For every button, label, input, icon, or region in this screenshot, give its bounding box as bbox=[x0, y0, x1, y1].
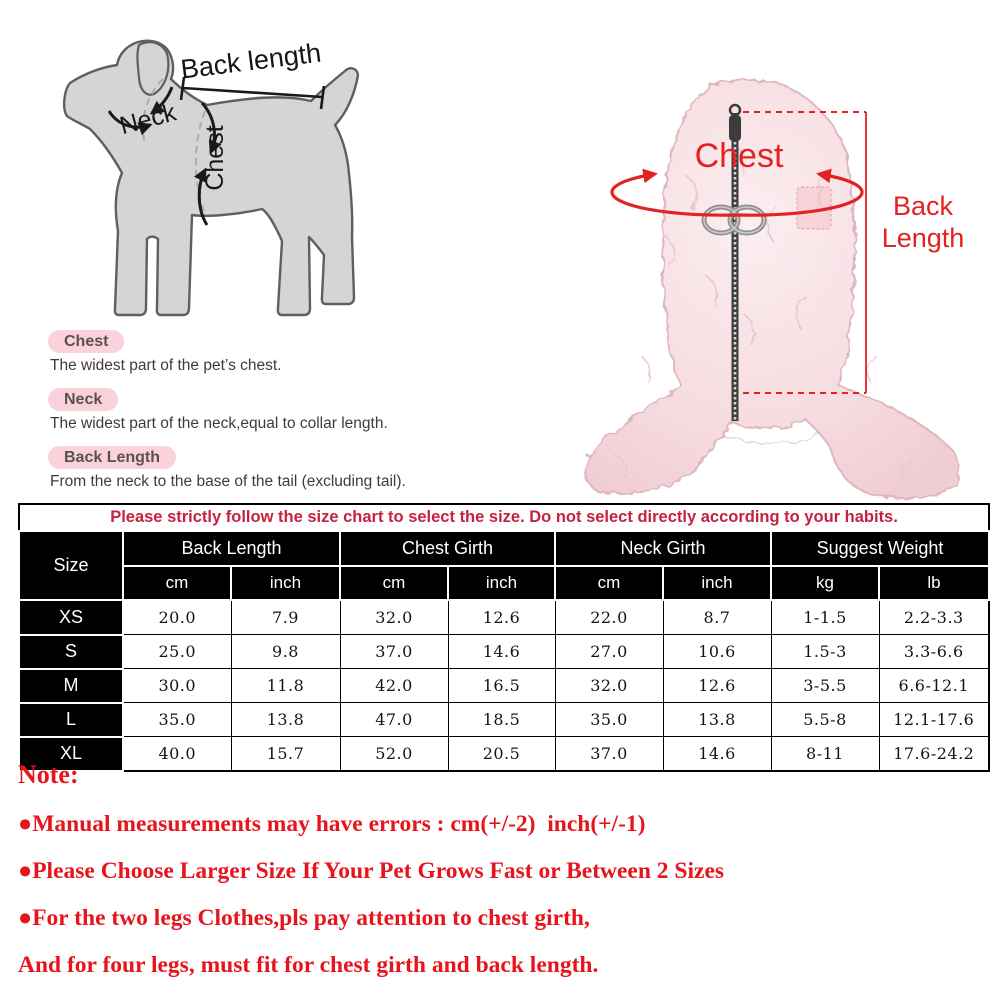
dog-chest-label: Chest bbox=[201, 125, 229, 191]
value-cell: 27.0 bbox=[555, 635, 663, 669]
value-cell: 52.0 bbox=[340, 737, 448, 772]
value-cell: 22.0 bbox=[555, 600, 663, 635]
value-cell: 47.0 bbox=[340, 703, 448, 737]
sub-header-cell: kg bbox=[771, 566, 879, 600]
definition-chest bbox=[48, 330, 548, 375]
measurement-definitions bbox=[48, 330, 548, 504]
value-cell: 12.6 bbox=[448, 600, 555, 635]
value-cell: 3.3-6.6 bbox=[879, 635, 989, 669]
size-chart-notice: Please strictly follow the size chart to select the size. Do not select directly according to your habits. bbox=[19, 504, 989, 531]
garment-back-length-label bbox=[882, 191, 965, 253]
value-cell: 1-1.5 bbox=[771, 600, 879, 635]
note-line: And for four legs, must fit for chest girth and back length. bbox=[18, 952, 599, 978]
definition-description: From the neck to the base of the tail (excluding tail). bbox=[50, 473, 406, 490]
column-group-suggest-weight: Suggest Weight bbox=[771, 531, 989, 566]
value-cell: 30.0 bbox=[123, 669, 231, 703]
size-chart-table bbox=[18, 503, 990, 772]
value-cell: 37.0 bbox=[555, 737, 663, 772]
value-cell: 20.5 bbox=[448, 737, 555, 772]
value-cell: 8-11 bbox=[771, 737, 879, 772]
value-cell: 8.7 bbox=[663, 600, 771, 635]
sub-header-cell: cm bbox=[555, 566, 663, 600]
table-row bbox=[19, 635, 989, 669]
notes-title: Note: bbox=[18, 760, 79, 789]
value-cell: 6.6-12.1 bbox=[879, 669, 989, 703]
value-cell: 15.7 bbox=[231, 737, 340, 772]
definition-back-length bbox=[48, 446, 548, 491]
dog-back-length-label: Back length bbox=[179, 37, 323, 85]
svg-text:Length: Length bbox=[881, 223, 965, 253]
sub-header-cell: cm bbox=[340, 566, 448, 600]
column-group-neck-girth: Neck Girth bbox=[555, 531, 771, 566]
value-cell: 35.0 bbox=[123, 703, 231, 737]
dog-neck-label: Neck bbox=[116, 98, 180, 141]
definition-neck bbox=[48, 388, 548, 433]
value-cell: 32.0 bbox=[340, 600, 448, 635]
definition-term-pill: Neck bbox=[48, 388, 118, 411]
sub-header-cell: inch bbox=[663, 566, 771, 600]
definition-description: The widest part of the pet’s chest. bbox=[50, 357, 282, 374]
column-group-chest-girth: Chest Girth bbox=[340, 531, 555, 566]
sub-header-cell: inch bbox=[448, 566, 555, 600]
value-cell: 16.5 bbox=[448, 669, 555, 703]
size-cell: XL bbox=[19, 737, 123, 772]
table-row bbox=[19, 669, 989, 703]
size-chart bbox=[18, 503, 988, 772]
size-cell: M bbox=[19, 669, 123, 703]
garment-measurement-diagram bbox=[545, 55, 1000, 505]
value-cell: 2.2-3.3 bbox=[879, 600, 989, 635]
column-group-back-length: Back Length bbox=[123, 531, 340, 566]
value-cell: 12.1-17.6 bbox=[879, 703, 989, 737]
value-cell: 32.0 bbox=[555, 669, 663, 703]
value-cell: 13.8 bbox=[231, 703, 340, 737]
value-cell: 25.0 bbox=[123, 635, 231, 669]
value-cell: 9.8 bbox=[231, 635, 340, 669]
value-cell: 20.0 bbox=[123, 600, 231, 635]
dog-measurement-diagram bbox=[55, 25, 415, 325]
note-line: ●Please Choose Larger Size If Your Pet Grows Fast or Between 2 Sizes bbox=[18, 858, 725, 884]
value-cell: 7.9 bbox=[231, 600, 340, 635]
definition-description: The widest part of the neck,equal to collar length. bbox=[50, 415, 388, 432]
note-line: ●Manual measurements may have errors : cm(+/-2) inch(+/-1) bbox=[18, 811, 646, 837]
value-cell: 11.8 bbox=[231, 669, 340, 703]
value-cell: 12.6 bbox=[663, 669, 771, 703]
value-cell: 14.6 bbox=[448, 635, 555, 669]
value-cell: 13.8 bbox=[663, 703, 771, 737]
value-cell: 40.0 bbox=[123, 737, 231, 772]
value-cell: 37.0 bbox=[340, 635, 448, 669]
definition-term-pill: Chest bbox=[48, 330, 124, 353]
table-row bbox=[19, 600, 989, 635]
notes-section bbox=[18, 760, 978, 999]
definition-term-pill: Back Length bbox=[48, 446, 176, 469]
sub-header-cell: cm bbox=[123, 566, 231, 600]
value-cell: 3-5.5 bbox=[771, 669, 879, 703]
value-cell: 5.5-8 bbox=[771, 703, 879, 737]
size-cell: S bbox=[19, 635, 123, 669]
value-cell: 14.6 bbox=[663, 737, 771, 772]
value-cell: 35.0 bbox=[555, 703, 663, 737]
sub-header-cell: inch bbox=[231, 566, 340, 600]
size-cell: XS bbox=[19, 600, 123, 635]
value-cell: 18.5 bbox=[448, 703, 555, 737]
value-cell: 17.6-24.2 bbox=[879, 737, 989, 772]
value-cell: 42.0 bbox=[340, 669, 448, 703]
sub-header-cell: lb bbox=[879, 566, 989, 600]
garment-chest-label: Chest bbox=[694, 137, 784, 175]
svg-text:Back: Back bbox=[892, 191, 954, 221]
note-line: ●For the two legs Clothes,pls pay attention to chest girth, bbox=[18, 905, 590, 931]
value-cell: 1.5-3 bbox=[771, 635, 879, 669]
size-cell: L bbox=[19, 703, 123, 737]
value-cell: 10.6 bbox=[663, 635, 771, 669]
table-row bbox=[19, 703, 989, 737]
size-column-header: Size bbox=[19, 531, 123, 600]
